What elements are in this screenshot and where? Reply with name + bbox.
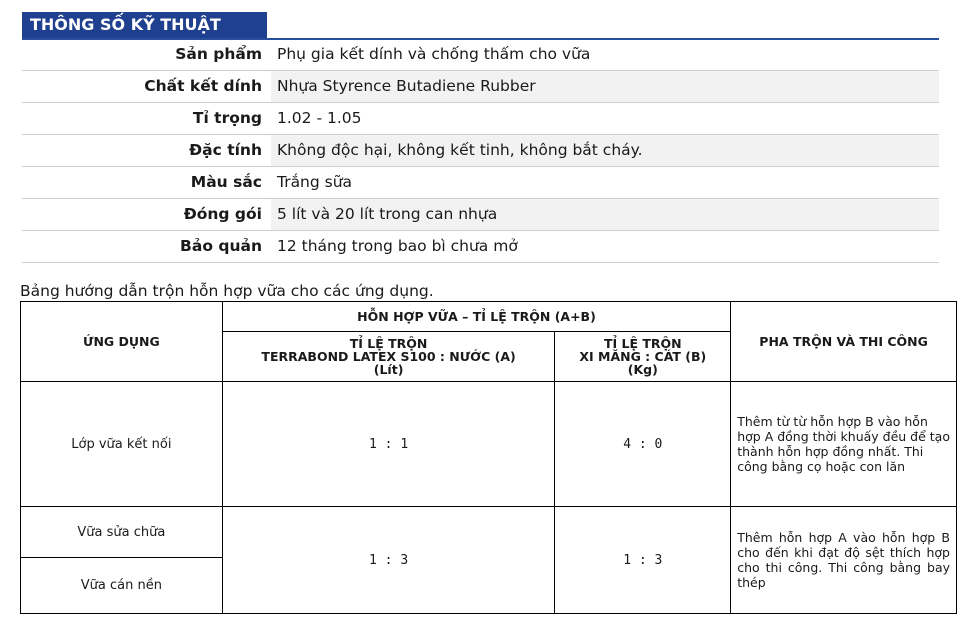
spec-row-properties (22, 135, 939, 167)
spec-value: Không độc hại, không kết tinh, không bắt cháy. (271, 135, 939, 166)
cell-ratio-a: 1 : 1 (222, 382, 555, 507)
spec-value: Trắng sữa (277, 173, 353, 191)
cell-ratio-b: 1 : 3 (555, 507, 731, 614)
spec-value: Phụ gia kết dính và chống thấm cho vữa (277, 45, 591, 63)
cell-mixing-note: Thêm hỗn hợp A vào hỗn hợp B cho đến khi đạt độ sệt thích hợp cho thi công. Thi công bằng bay thép (731, 507, 957, 614)
cell-application: Lớp vữa kết nối (21, 382, 223, 507)
spec-label: Đặc tính (189, 141, 262, 159)
cell-ratio-b: 4 : 0 (555, 382, 731, 507)
col-header-line: (Lít) (373, 362, 404, 377)
spec-title: THÔNG SỐ KỸ THUẬT (22, 12, 267, 38)
cell-ratio-a: 1 : 3 (222, 507, 555, 614)
spec-label: Tỉ trọng (192, 109, 262, 127)
spec-row-packaging (22, 199, 939, 231)
col-header-line: (Kg) (627, 362, 658, 377)
spec-label: Bảo quản (180, 237, 262, 255)
spec-value: Nhựa Styrence Butadiene Rubber (271, 71, 939, 102)
mix-table-caption: Bảng hướng dẫn trộn hỗn hợp vữa cho các ứng dụng. (20, 282, 434, 300)
spec-value: 5 lít và 20 lít trong can nhựa (271, 199, 939, 230)
spec-label: Chất kết dính (144, 77, 262, 95)
cell-mixing-note: Thêm từ từ hỗn hợp B vào hỗn hợp A đồng thời khuấy đều để tạo thành hỗn hợp đồng nhất. Thi công bằng cọ hoặc con lăn (731, 382, 957, 507)
col-header-ratio-b (555, 332, 731, 382)
cell-application: Vữa cán nền (21, 558, 223, 614)
col-header-line: TỈ LỆ TRỘN (349, 336, 428, 351)
spec-row-density (22, 103, 939, 135)
spec-row-storage (22, 231, 939, 263)
col-header-mix-group: HỖN HỢP VỮA – TỈ LỆ TRỘN (A+B) (222, 302, 730, 332)
table-row (21, 507, 957, 558)
mix-table (20, 301, 957, 614)
spec-row-color (22, 167, 939, 199)
spec-label: Màu sắc (190, 173, 262, 191)
col-header-line: TỈ LỆ TRỘN (604, 336, 682, 351)
col-header-mixing: PHA TRỘN VÀ THI CÔNG (731, 302, 957, 382)
table-row (21, 382, 957, 507)
spec-value: 12 tháng trong bao bì chưa mở (277, 237, 518, 255)
spec-label: Sản phẩm (175, 45, 262, 63)
spec-value: 1.02 - 1.05 (277, 109, 362, 127)
col-header-ratio-a (222, 332, 555, 382)
spec-header (22, 12, 939, 40)
spec-row-binder (22, 71, 939, 103)
col-header-line: TERRABOND LATEX S100 : NƯỚC (A) (261, 349, 516, 364)
spec-table (22, 39, 939, 263)
cell-application: Vữa sửa chữa (21, 507, 223, 558)
col-header-application: ỨNG DỤNG (21, 302, 223, 382)
spec-row-product (22, 39, 939, 71)
col-header-line: XI MĂNG : CÁT (B) (579, 349, 707, 364)
spec-label: Đóng gói (183, 205, 262, 223)
